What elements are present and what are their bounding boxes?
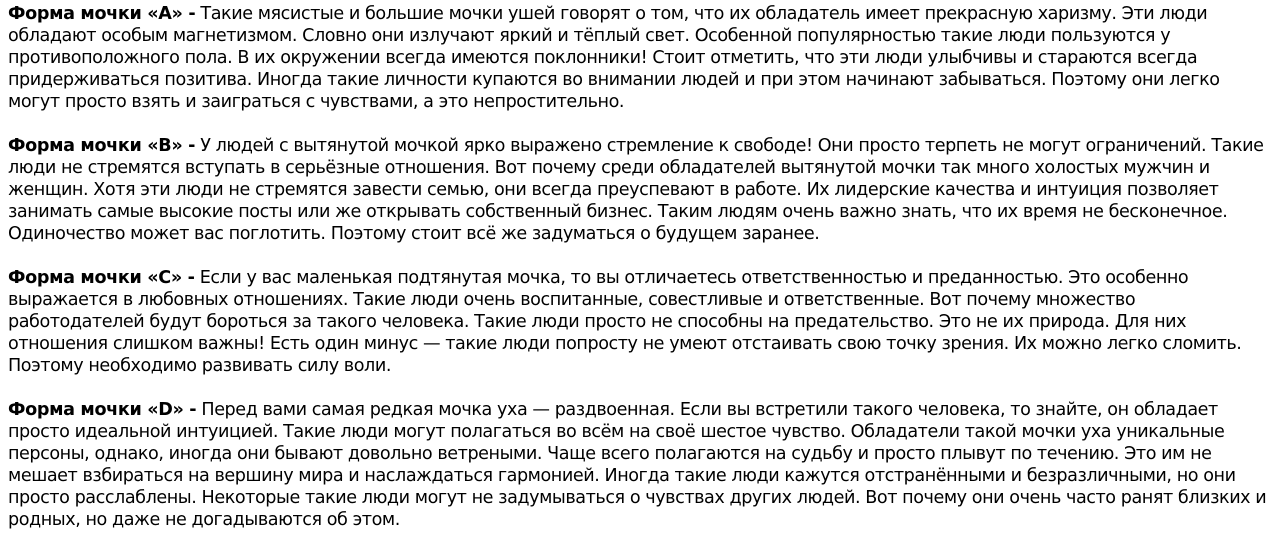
paragraph-lobe-a: [8, 3, 1276, 113]
paragraph-lobe-b: [8, 135, 1276, 245]
paragraph-title: Форма мочки «В» -: [8, 136, 196, 156]
paragraph-text: Такие мясистые и большие мочки ушей говорят о том, что их обладатель имеет прекрасную харизму. Эти люди обладают особым магнетизмом. Словно они излучают яркий и тёплый свет. Особенной популярностью такие люди пользуются у противоположного пола. В их окружении всегда имеются поклонники! Стоит отметить, что эти люди улыбчивы и стараются всегда придерживаться позитива. Иногда такие личности купаются во внимании людей и при этом начинают забываться. Поэтому они легко могут просто взять и заиграться с чувствами, а это непростительно.: [8, 4, 1220, 112]
paragraph-text: У людей с вытянутой мочкой ярко выражено стремление к свободе! Они просто терпеть не могут ограничений. Такие люди не стремятся вступать в серьёзные отношения. Вот почему среди обладателей вытянутой мочки так много холостых мужчин и женщин. Хотя эти люди не стремятся завести семью, они всегда преуспевают в работе. Их лидерские качества и интуиция позволяет занимать самые высокие посты или же открывать собственный бизнес. Таким людям очень важно знать, что их время не бесконечное. Одиночество может вас поглотить. Поэтому стоит всё же задуматься о будущем заранее.: [8, 136, 1264, 244]
paragraph-lobe-c: [8, 267, 1276, 377]
paragraph-lobe-d: [8, 399, 1276, 531]
paragraph-title: Форма мочки «А» -: [8, 4, 196, 24]
paragraph-title: Форма мочки «С» -: [8, 268, 195, 288]
paragraph-title: Форма мочки «D» -: [8, 400, 197, 420]
paragraph-text: Если у вас маленькая подтянутая мочка, то вы отличаетесь ответственностью и преданностью. Это особенно выражается в любовных отношениях. Такие люди очень воспитанные, совестливые и ответственные. Вот почему множество работодателей будут бороться за такого человека. Такие люди просто не способны на предательство. Это не их природа. Для них отношения слишком важны! Есть один минус — такие люди попросту не умеют отстаивать свою точку зрения. Их можно легко сломить. Поэтому необходимо развивать силу воли.: [8, 268, 1242, 376]
article-body: [8, 3, 1276, 553]
paragraph-text: Перед вами самая редкая мочка уха — раздвоенная. Если вы встретили такого человека, то знайте, он обладает просто идеальной интуицией. Такие люди могут полагаться во всём на своё шестое чувство. Обладатели такой мочки уха уникальные персоны, однако, иногда они бывают довольно ветреными. Чаще всего полагаются на судьбу и просто плывут по течению. Это им не мешает взбираться на вершину мира и наслаждаться гармонией. Иногда такие люди кажутся отстранёнными и безразличными, но они просто расслаблены. Некоторые такие люди могут не задумываться о чувствах других людей. Вот почему они очень часто ранят близких и родных, но даже не догадываются об этом.: [8, 400, 1267, 530]
